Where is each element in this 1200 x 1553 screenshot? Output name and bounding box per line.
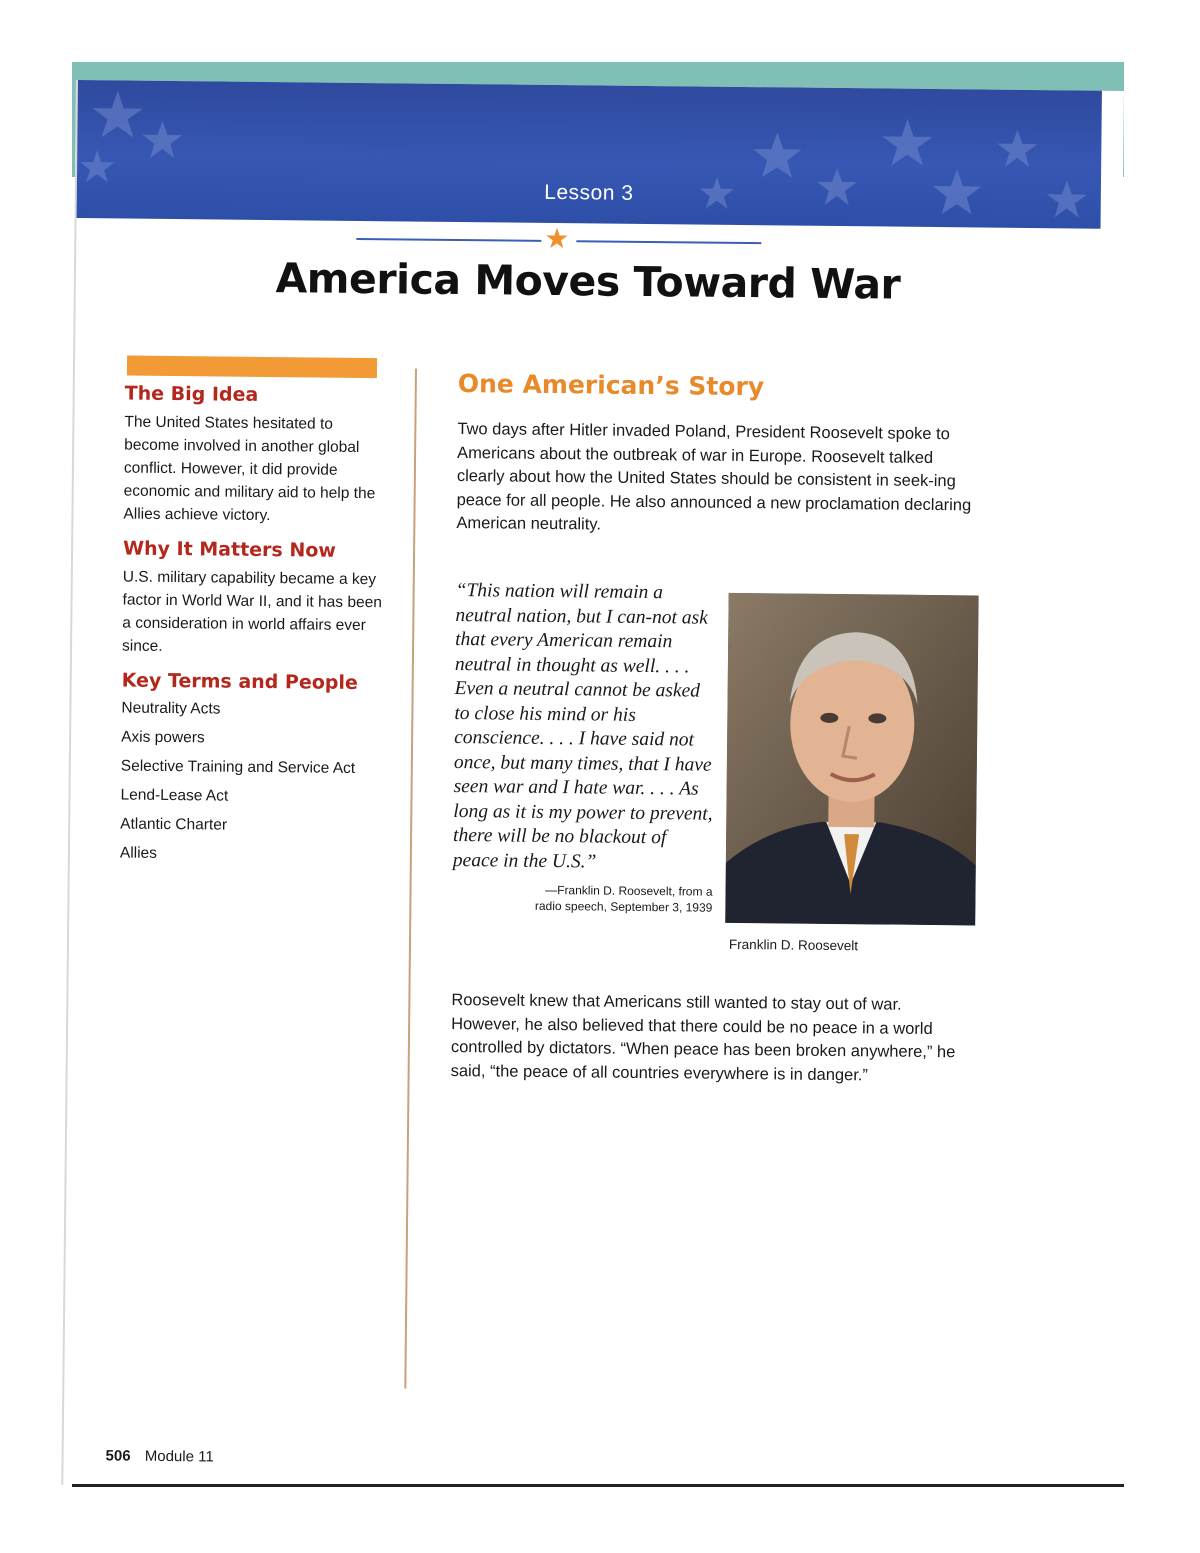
portrait-caption: Franklin D. Roosevelt — [728, 936, 859, 954]
main-content — [456, 369, 978, 541]
big-idea-heading: The Big Idea — [124, 382, 259, 406]
sidebar — [120, 383, 385, 875]
key-terms-heading: Key Terms and People — [121, 669, 358, 694]
big-idea-text: The United States hesitated to become involved in another global conflict. However, it did provide economic and military aid to help the Allies achieve victory. — [123, 413, 376, 525]
star-icon — [142, 121, 182, 158]
textbook-page — [61, 80, 1124, 1496]
page-footer — [106, 1447, 214, 1465]
list-item: Atlantic Charter — [120, 815, 228, 834]
lesson-banner — [77, 80, 1102, 229]
page-edge-line — [72, 1484, 1124, 1487]
star-icon — [92, 90, 142, 138]
list-item: Neutrality Acts — [121, 699, 221, 718]
star-icon: ★ — [544, 222, 570, 255]
page-number: 506 — [105, 1447, 131, 1465]
list-item: Lend-Lease Act — [120, 786, 229, 805]
closing-section — [451, 989, 972, 1088]
list-item: Selective Training and Service Act — [120, 757, 356, 777]
page-title: America Moves Toward War — [275, 254, 901, 309]
roosevelt-portrait — [725, 593, 978, 926]
why-it-matters-heading: Why It Matters Now — [122, 537, 337, 562]
title-rule-right — [576, 240, 761, 244]
lesson-label: Lesson 3 — [544, 180, 634, 205]
roosevelt-quote: “This nation will remain a neutral nation, but I can-not ask that every American remain neutral in thought as well. . . . Even a neutral cannot be asked to close his mind or his conscience. . . . I have said not once, but many times, that I have seen war and I hate war. . . . As long as it is my power to prevent, there will be no blackout of peace in the U.S.” — [452, 580, 713, 872]
why-it-matters-text: U.S. military capability became a key factor in World War II, and it has been a consideration in world affairs ever since. — [121, 568, 382, 655]
star-icon — [753, 132, 801, 178]
list-item: Axis powers — [121, 728, 205, 747]
attribution-line: radio speech, September 3, 1939 — [534, 898, 713, 915]
quote-attribution — [452, 881, 712, 916]
intro-paragraph: Two days after Hitler invaded Poland, President Roosevelt spoke to Americans about the outbreak of war in Europe. Roosevelt talked clearly about how the United States should be consistent in seek-ing peace for all people. He also announced a new proclamation declaring American neutrality. — [456, 420, 972, 534]
portrait-icon — [725, 593, 978, 926]
key-terms-list — [120, 698, 382, 868]
module-label: Module 11 — [144, 1447, 214, 1466]
list-item: Allies — [119, 844, 158, 862]
attribution-line: —Franklin D. Roosevelt, from a — [545, 882, 713, 899]
quote-block — [452, 579, 715, 916]
sidebar-accent-bar — [127, 356, 377, 379]
star-icon — [997, 130, 1037, 167]
star-icon — [882, 118, 932, 166]
story-heading: One American’s Story — [457, 369, 765, 402]
title-rule-left — [356, 238, 541, 242]
closing-paragraph: Roosevelt knew that Americans still wanted to stay out of war. However, he also believed that there could be no peace in a world controlled by dictators. “When peace has been broken anywhere,” he said, “the peace of all countries everywhere is in danger.” — [450, 990, 956, 1084]
column-divider — [404, 369, 417, 1389]
